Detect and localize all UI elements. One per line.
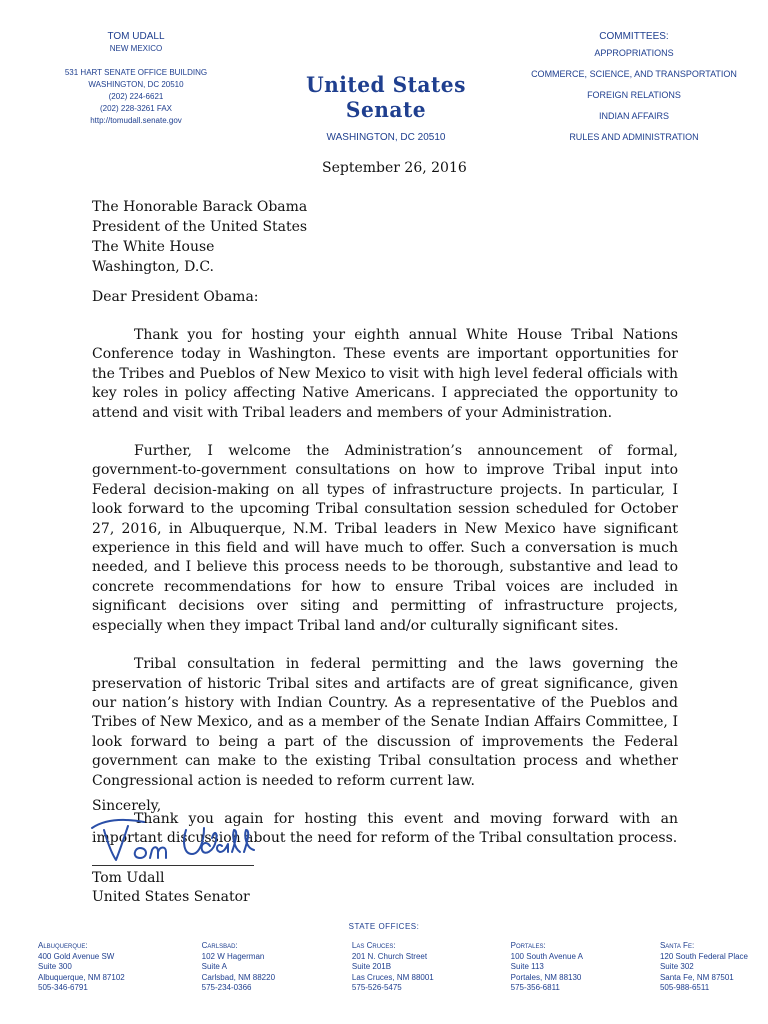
office-line: 120 South Federal Place (659, 951, 748, 961)
letter-body (92, 326, 678, 868)
sender-name: TOM UDALL (107, 31, 165, 42)
sender-address-line: 531 HART SENATE OFFICE BUILDING (64, 68, 208, 77)
body-paragraph: Further, I welcome the Administration’s announcement of formal, government-to-government consultations on how to improve Tribal input into Federal decision-making on all types of infrastructure projects. In particular, I look forward to the upcoming Tribal consultation session scheduled for October 27, 2016, in Albuquerque, N.M. Tribal leaders in New Mexico have significant experience in this field and will have much to offer. Such a conversation is much needed, and I believe this process needs to be thorough, substantive and lead to concrete recommendations for how to ensure Tribal voices are included in significant decisions over siting and permitting of infrastructure projects, especially when they impact Tribal land and/or culturally significant sites. (92, 443, 678, 634)
signer-name: Tom Udall (92, 870, 165, 886)
office-phone: 575-356-6811 (510, 983, 560, 992)
body-paragraph: Tribal consultation in federal permitting and the laws governing the preservation of historic Tribal sites and artifacts are of great significance, given our nation’s history with Indian Country. As a representative of the Pueblos and Tribes of New Mexico, and as a member of the Senate Indian Affairs Committee, I look forward to being a part of the discussion of improvements the Federal government can make to the existing Tribal consultation process and whether Congressional action is needed to reform current law. (92, 656, 678, 789)
recipient-line: President of the United States (92, 219, 308, 235)
letterhead-title: United States Senate (306, 72, 466, 122)
recipient-address (92, 197, 307, 277)
sender-website: http://tomudall.senate.gov (90, 116, 182, 125)
office-city: Albuquerque: (38, 941, 88, 950)
sender-block (36, 30, 236, 127)
signature-line (92, 865, 254, 866)
committee-item: INDIAN AFFAIRS (598, 111, 669, 121)
committees-block (520, 30, 748, 148)
office-line: 102 W Hagerman (201, 951, 265, 961)
committee-item: FOREIGN RELATIONS (587, 90, 681, 100)
office-line: Carlsbad, NM 88220 (201, 972, 276, 982)
office-phone: 505-346-6791 (38, 983, 88, 992)
state-offices-heading: STATE OFFICES: (348, 922, 420, 931)
office-line: Portales, NM 88130 (510, 972, 582, 982)
body-paragraph: Thank you again for hosting this event and moving forward with an important discussion about the need for reform of the Tribal consultation process. (92, 810, 678, 847)
office-line: Suite 302 (659, 962, 694, 971)
office-portales (511, 941, 583, 994)
office-albuquerque (38, 941, 125, 994)
office-phone: 575-526-5475 (351, 983, 402, 992)
sender-phone: (202) 224-6621 (108, 92, 164, 101)
office-line: Albuquerque, NM 87102 (38, 972, 125, 982)
committee-item: RULES AND ADMINISTRATION (569, 132, 699, 142)
signer-title: United States Senator (92, 889, 250, 905)
office-line: Las Cruces, NM 88001 (351, 972, 434, 982)
committees-heading: COMMITTEES: (599, 31, 669, 42)
office-line: 201 N. Church Street (351, 951, 428, 961)
committee-item: APPROPRIATIONS (594, 48, 674, 58)
office-line: Suite 113 (510, 962, 544, 971)
office-city: Las Cruces: (351, 941, 396, 950)
office-phone: 505-988-6511 (659, 983, 710, 992)
state-offices (38, 941, 748, 994)
office-line: Suite 201B (351, 962, 392, 971)
office-line: 100 South Avenue A (510, 951, 584, 961)
recipient-line: The White House (92, 239, 215, 255)
office-city: Portales: (510, 941, 546, 950)
recipient-line: Washington, D.C. (92, 259, 214, 275)
sender-state: NEW MEXICO (109, 44, 163, 53)
office-las-cruces (352, 941, 434, 994)
office-line: Santa Fe, NM 87501 (659, 972, 734, 982)
committee-item: COMMERCE, SCIENCE, AND TRANSPORTATION (531, 69, 737, 79)
body-paragraph: Thank you for hosting your eighth annual White House Tribal Nations Conference today in Washington. These events are important opportunities for the Tribes and Pueblos of New Mexico to visit with high level federal officials with key roles in policy affecting Native Americans. I appreciated the opportunity to attend and visit with Tribal leaders and members of your Administration. (92, 327, 678, 421)
office-line: 400 Gold Avenue SW (38, 951, 115, 961)
office-line: Suite A (201, 962, 227, 971)
salutation: Dear President Obama: (92, 289, 259, 305)
letterhead-masthead (268, 72, 504, 143)
office-phone: 575-234-0366 (201, 983, 252, 992)
closing: Sincerely, (92, 798, 162, 814)
signer-block (92, 869, 250, 907)
office-line: Suite 300 (38, 962, 72, 971)
sender-fax: (202) 228-3261 FAX (99, 104, 173, 113)
office-city: Santa Fe: (659, 941, 695, 950)
office-city: Carlsbad: (201, 941, 238, 950)
letterhead-city: WASHINGTON, DC 20510 (326, 132, 446, 143)
recipient-line: The Honorable Barack Obama (92, 199, 308, 215)
letter-date: September 26, 2016 (322, 160, 467, 176)
sender-address-line: WASHINGTON, DC 20510 (88, 80, 184, 89)
office-carlsbad (202, 941, 275, 994)
handwritten-signature (82, 810, 262, 868)
office-santa-fe (660, 941, 748, 994)
